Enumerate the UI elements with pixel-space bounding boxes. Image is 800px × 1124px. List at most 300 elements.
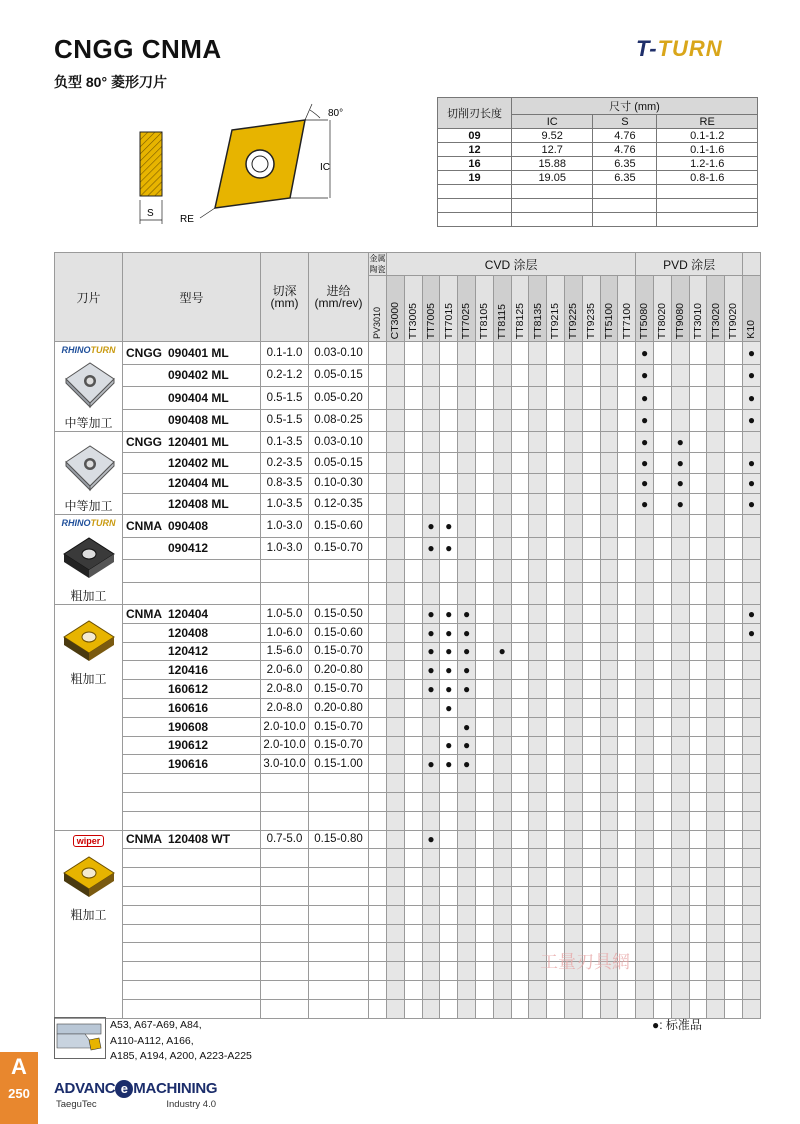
model-code[interactable] [123, 980, 261, 999]
grade-availability-cell [387, 830, 405, 849]
grade-availability-cell [404, 623, 422, 642]
dim-empty-cell [438, 185, 512, 199]
grade-availability-cell [458, 680, 476, 699]
grade-availability-cell [582, 886, 600, 905]
grade-availability-cell [404, 811, 422, 830]
grade-availability-cell [600, 774, 618, 793]
grade-availability-cell [564, 999, 582, 1018]
model-code[interactable] [123, 717, 261, 736]
grade-availability-cell [458, 494, 476, 515]
grade-availability-cell [654, 905, 672, 924]
grade-availability-cell [743, 755, 761, 774]
grade-availability-cell [564, 886, 582, 905]
grade-availability-cell [582, 661, 600, 680]
refs-line-1[interactable]: A53, A67-A69, A84, [110, 1019, 202, 1031]
grade-availability-cell [707, 364, 725, 387]
grade-availability-cell [582, 736, 600, 755]
grade-label: TT9225 [567, 302, 580, 339]
depth-value [261, 811, 309, 830]
grade-availability-cell [654, 473, 672, 494]
model-code[interactable] [123, 432, 261, 453]
standard-dot: ● [747, 413, 756, 428]
grade-label: TT3005 [406, 302, 419, 339]
grade-availability-cell [618, 830, 636, 849]
grade-availability-cell [458, 452, 476, 473]
grade-availability-cell [671, 537, 689, 560]
grade-availability-cell [600, 452, 618, 473]
grade-availability-cell [671, 342, 689, 365]
grade-availability-cell [743, 432, 761, 453]
depth-value: 0.7-5.0 [261, 830, 309, 849]
grade-availability-cell [440, 661, 458, 680]
standard-dot: ● [676, 497, 684, 512]
grade-availability-cell [458, 830, 476, 849]
grade-availability-cell [707, 755, 725, 774]
grade-availability-cell [422, 605, 440, 624]
grade-availability-cell [547, 680, 565, 699]
model-code[interactable] [123, 849, 261, 868]
depth-value [261, 962, 309, 981]
model-code[interactable] [123, 924, 261, 943]
grade-availability-cell [636, 924, 654, 943]
grade-availability-cell [743, 962, 761, 981]
table-row [55, 980, 761, 999]
grade-availability-cell [654, 980, 672, 999]
grade-availability-cell [422, 868, 440, 887]
grade-availability-cell [529, 868, 547, 887]
grade-availability-cell [369, 680, 387, 699]
grade-availability-cell [707, 387, 725, 410]
table-row [55, 432, 761, 453]
grade-availability-cell [493, 886, 511, 905]
col-re: RE [657, 115, 758, 129]
feed-value [309, 849, 369, 868]
grade-availability-cell [529, 642, 547, 661]
standard-dot: ● [445, 606, 453, 621]
model-code[interactable] [123, 943, 261, 962]
model-code[interactable] [123, 680, 261, 699]
grade-availability-cell [458, 811, 476, 830]
page-references [110, 1018, 252, 1065]
table-row [55, 409, 761, 432]
grade-availability-cell [671, 387, 689, 410]
model-code[interactable] [123, 473, 261, 494]
feed-value: 0.12-0.35 [309, 494, 369, 515]
grade-availability-cell [547, 364, 565, 387]
grade-availability-cell [654, 680, 672, 699]
col-size: 尺寸 (mm) [512, 98, 758, 115]
grade-availability-cell [600, 886, 618, 905]
standard-dot: ● [445, 541, 453, 556]
grade-availability-cell [458, 623, 476, 642]
grade-availability-cell [511, 661, 529, 680]
grade-availability-cell [422, 999, 440, 1018]
grade-availability-cell [547, 342, 565, 365]
grade-availability-cell [689, 868, 707, 887]
model-number: 120401 ML [168, 434, 229, 449]
grade-availability-cell [707, 642, 725, 661]
depth-value [261, 905, 309, 924]
grade-header [440, 276, 458, 342]
grade-availability-cell [458, 924, 476, 943]
grade-availability-cell [404, 962, 422, 981]
grade-availability-cell [689, 642, 707, 661]
model-code[interactable] [123, 811, 261, 830]
grade-availability-cell [582, 755, 600, 774]
grade-availability-cell [725, 680, 743, 699]
feed-value: 0.05-0.20 [309, 387, 369, 410]
table-row [55, 774, 761, 793]
grade-availability-cell [671, 924, 689, 943]
re-label: RE [180, 214, 194, 225]
model-code[interactable] [123, 605, 261, 624]
grade-availability-cell [582, 364, 600, 387]
depth-value [261, 792, 309, 811]
grade-availability-cell [654, 387, 672, 410]
grade-availability-cell [654, 515, 672, 538]
grade-availability-cell [404, 792, 422, 811]
size-code: 19 [438, 171, 512, 185]
grade-availability-cell [618, 515, 636, 538]
grade-availability-cell [475, 999, 493, 1018]
grade-availability-cell [493, 962, 511, 981]
grade-availability-cell [618, 811, 636, 830]
model-code[interactable] [123, 537, 261, 560]
grade-availability-cell [671, 432, 689, 453]
grade-availability-cell [725, 886, 743, 905]
feed-value: 0.15-0.60 [309, 515, 369, 538]
model-code[interactable] [123, 736, 261, 755]
grade-availability-cell [493, 623, 511, 642]
grade-availability-cell [600, 661, 618, 680]
model-code[interactable] [123, 642, 261, 661]
grade-availability-cell [404, 560, 422, 583]
model-code[interactable] [123, 774, 261, 793]
grade-label: TT9080 [673, 302, 686, 339]
model-code[interactable] [123, 494, 261, 515]
grade-availability-cell [636, 537, 654, 560]
grade-availability-cell [618, 605, 636, 624]
grade-availability-cell [743, 774, 761, 793]
grade-availability-cell [475, 980, 493, 999]
grade-availability-cell [529, 736, 547, 755]
feed-value: 0.15-0.70 [309, 680, 369, 699]
grade-availability-cell [564, 582, 582, 605]
model-code[interactable] [123, 868, 261, 887]
grade-availability-cell [547, 642, 565, 661]
grade-availability-cell [725, 515, 743, 538]
grade-availability-cell [440, 980, 458, 999]
adv-sub-right: Industry 4.0 [166, 1099, 216, 1110]
grade-availability-cell [458, 980, 476, 999]
grade-availability-cell [422, 905, 440, 924]
model-number: 090401 ML [168, 345, 229, 360]
grade-availability-cell [707, 962, 725, 981]
grade-availability-cell [387, 432, 405, 453]
grade-availability-cell [547, 494, 565, 515]
grade-availability-cell [440, 387, 458, 410]
model-code[interactable] [123, 661, 261, 680]
table-row [55, 473, 761, 494]
model-code[interactable] [123, 515, 261, 538]
grade-availability-cell [387, 868, 405, 887]
grade-availability-cell [743, 698, 761, 717]
grade-availability-cell [547, 582, 565, 605]
grade-availability-cell [458, 943, 476, 962]
grade-availability-cell [387, 452, 405, 473]
refs-line-2[interactable]: A110-A112, A166, [110, 1034, 194, 1047]
grade-availability-cell [725, 792, 743, 811]
grade-availability-cell [529, 409, 547, 432]
grade-availability-cell [458, 736, 476, 755]
model-code[interactable] [123, 830, 261, 849]
model-code[interactable] [123, 905, 261, 924]
grade-availability-cell [689, 962, 707, 981]
model-code[interactable] [123, 962, 261, 981]
ic-value: 9.52 [512, 129, 593, 143]
grade-availability-cell [511, 452, 529, 473]
model-number: 190612 [168, 738, 209, 753]
grade-availability-cell [493, 605, 511, 624]
grade-availability-cell [387, 999, 405, 1018]
grade-availability-cell [422, 387, 440, 410]
depth-value: 0.8-3.5 [261, 473, 309, 494]
grade-availability-cell [529, 515, 547, 538]
grade-availability-cell [636, 473, 654, 494]
grade-availability-cell [636, 432, 654, 453]
grade-availability-cell [600, 905, 618, 924]
grade-label: CT3000 [389, 301, 402, 339]
grade-availability-cell [369, 342, 387, 365]
grade-availability-cell [475, 605, 493, 624]
grade-availability-cell [582, 999, 600, 1018]
depth-value [261, 868, 309, 887]
grade-availability-cell [707, 494, 725, 515]
re-value: 1.2-1.6 [657, 157, 758, 171]
grade-header [493, 276, 511, 342]
grade-availability-cell [475, 830, 493, 849]
depth-value: 1.5-6.0 [261, 642, 309, 661]
grade-availability-cell [600, 494, 618, 515]
grade-availability-cell [404, 642, 422, 661]
grade-availability-cell [564, 905, 582, 924]
col-cvd-coating: CVD 涂层 [387, 253, 636, 276]
model-code[interactable] [123, 582, 261, 605]
grade-availability-cell [707, 905, 725, 924]
grade-availability-cell [511, 698, 529, 717]
insert-cell [55, 432, 123, 515]
grade-availability-cell [743, 473, 761, 494]
grade-availability-cell [743, 515, 761, 538]
grade-availability-cell [458, 849, 476, 868]
model-code[interactable] [123, 698, 261, 717]
grade-availability-cell [369, 980, 387, 999]
grade-availability-cell [440, 560, 458, 583]
grade-label: TT8105 [478, 302, 491, 339]
depth-value: 2.0-8.0 [261, 680, 309, 699]
footer-tool-icon [54, 1017, 106, 1059]
grade-availability-cell [618, 980, 636, 999]
grade-availability-cell [369, 905, 387, 924]
grade-availability-cell [422, 623, 440, 642]
grade-availability-cell [547, 792, 565, 811]
grade-availability-cell [387, 661, 405, 680]
grade-availability-cell [404, 432, 422, 453]
grade-availability-cell [475, 623, 493, 642]
grade-availability-cell [743, 661, 761, 680]
feed-value: 0.03-0.10 [309, 342, 369, 365]
depth-value [261, 849, 309, 868]
depth-value: 2.0-10.0 [261, 717, 309, 736]
model-code[interactable] [123, 364, 261, 387]
grade-availability-cell [511, 364, 529, 387]
grade-availability-cell [404, 943, 422, 962]
grade-availability-cell [422, 980, 440, 999]
grade-availability-cell [369, 582, 387, 605]
model-code[interactable] [123, 560, 261, 583]
grade-availability-cell [387, 943, 405, 962]
grade-availability-cell [387, 364, 405, 387]
grade-availability-cell [743, 924, 761, 943]
grade-availability-cell [493, 642, 511, 661]
grade-availability-cell [422, 432, 440, 453]
grade-availability-cell [529, 811, 547, 830]
grade-availability-cell [547, 661, 565, 680]
grade-availability-cell [654, 943, 672, 962]
grade-availability-cell [743, 452, 761, 473]
grade-availability-cell [493, 792, 511, 811]
grade-availability-cell [725, 432, 743, 453]
grade-availability-cell [387, 905, 405, 924]
model-code[interactable] [123, 452, 261, 473]
grade-availability-cell [547, 774, 565, 793]
grade-availability-cell [654, 560, 672, 583]
table-row [55, 943, 761, 962]
grade-availability-cell [404, 698, 422, 717]
grade-availability-cell [529, 661, 547, 680]
grade-availability-cell [654, 792, 672, 811]
grade-availability-cell [636, 868, 654, 887]
grade-availability-cell [475, 342, 493, 365]
grade-availability-cell [493, 868, 511, 887]
grade-availability-cell [743, 342, 761, 365]
grade-availability-cell [547, 473, 565, 494]
grade-availability-cell [671, 811, 689, 830]
grade-availability-cell [582, 774, 600, 793]
page-subtitle: 负型 80° 菱形刀片 [54, 74, 167, 90]
grade-availability-cell [387, 387, 405, 410]
dim-row [438, 143, 758, 157]
grade-availability-cell [582, 680, 600, 699]
standard-dot: ● [747, 455, 756, 470]
grade-availability-cell [369, 755, 387, 774]
grade-availability-cell [475, 432, 493, 453]
adv-right: MACHINING [133, 1080, 218, 1097]
depth-value [261, 774, 309, 793]
series-name: CNGG [126, 345, 162, 360]
model-code[interactable] [123, 387, 261, 410]
insert-diagram [130, 100, 370, 230]
col-pvd-coating: PVD 涂层 [636, 253, 743, 276]
grade-availability-cell [547, 811, 565, 830]
grade-availability-cell [582, 792, 600, 811]
model-code[interactable] [123, 886, 261, 905]
grade-availability-cell [618, 680, 636, 699]
grade-availability-cell [493, 980, 511, 999]
grade-availability-cell [493, 830, 511, 849]
grade-availability-cell [422, 717, 440, 736]
grade-availability-cell [440, 755, 458, 774]
grade-availability-cell [671, 755, 689, 774]
standard-dot: ● [427, 644, 435, 659]
model-code[interactable] [123, 409, 261, 432]
model-code[interactable] [123, 999, 261, 1018]
grade-availability-cell [618, 364, 636, 387]
grade-availability-cell [440, 924, 458, 943]
grade-availability-cell [493, 849, 511, 868]
grade-availability-cell [671, 364, 689, 387]
grade-availability-cell [618, 886, 636, 905]
grade-availability-cell [404, 830, 422, 849]
grade-availability-cell [422, 755, 440, 774]
grade-availability-cell [671, 560, 689, 583]
grade-availability-cell [440, 582, 458, 605]
grade-availability-cell [600, 582, 618, 605]
table-row [55, 755, 761, 774]
grade-availability-cell [440, 962, 458, 981]
dim-row [438, 157, 758, 171]
grade-availability-cell [369, 409, 387, 432]
grade-header [404, 276, 422, 342]
standard-dot: ● [427, 625, 435, 640]
standard-dot: ● [641, 368, 649, 383]
model-code[interactable] [123, 623, 261, 642]
standard-legend: ●: 标准品 [652, 1018, 702, 1032]
angle-label: 80° [328, 108, 344, 119]
grade-availability-cell [600, 868, 618, 887]
grade-availability-cell [564, 849, 582, 868]
model-code[interactable] [123, 342, 261, 365]
grade-availability-cell [689, 605, 707, 624]
model-code[interactable] [123, 755, 261, 774]
grade-availability-cell [689, 755, 707, 774]
grade-availability-cell [671, 642, 689, 661]
depth-value: 1.0-3.0 [261, 515, 309, 538]
grade-availability-cell [636, 886, 654, 905]
feed-value: 0.20-0.80 [309, 661, 369, 680]
grade-availability-cell [725, 537, 743, 560]
grade-availability-cell [369, 560, 387, 583]
grade-availability-cell [743, 999, 761, 1018]
grade-availability-cell [671, 680, 689, 699]
grade-availability-cell [529, 774, 547, 793]
grade-availability-cell [564, 774, 582, 793]
grade-availability-cell [618, 473, 636, 494]
grade-availability-cell [671, 905, 689, 924]
grade-availability-cell [743, 582, 761, 605]
grade-availability-cell [636, 661, 654, 680]
grade-availability-cell [529, 494, 547, 515]
grade-availability-cell [422, 811, 440, 830]
standard-dot: ● [427, 518, 435, 533]
refs-line-3[interactable]: A185, A194, A200, A223-A225 [110, 1050, 252, 1062]
standard-dot: ● [462, 644, 471, 659]
model-code[interactable] [123, 792, 261, 811]
grade-availability-cell [564, 560, 582, 583]
grade-availability-cell [689, 924, 707, 943]
table-row [55, 364, 761, 387]
feed-value: 0.15-0.70 [309, 537, 369, 560]
